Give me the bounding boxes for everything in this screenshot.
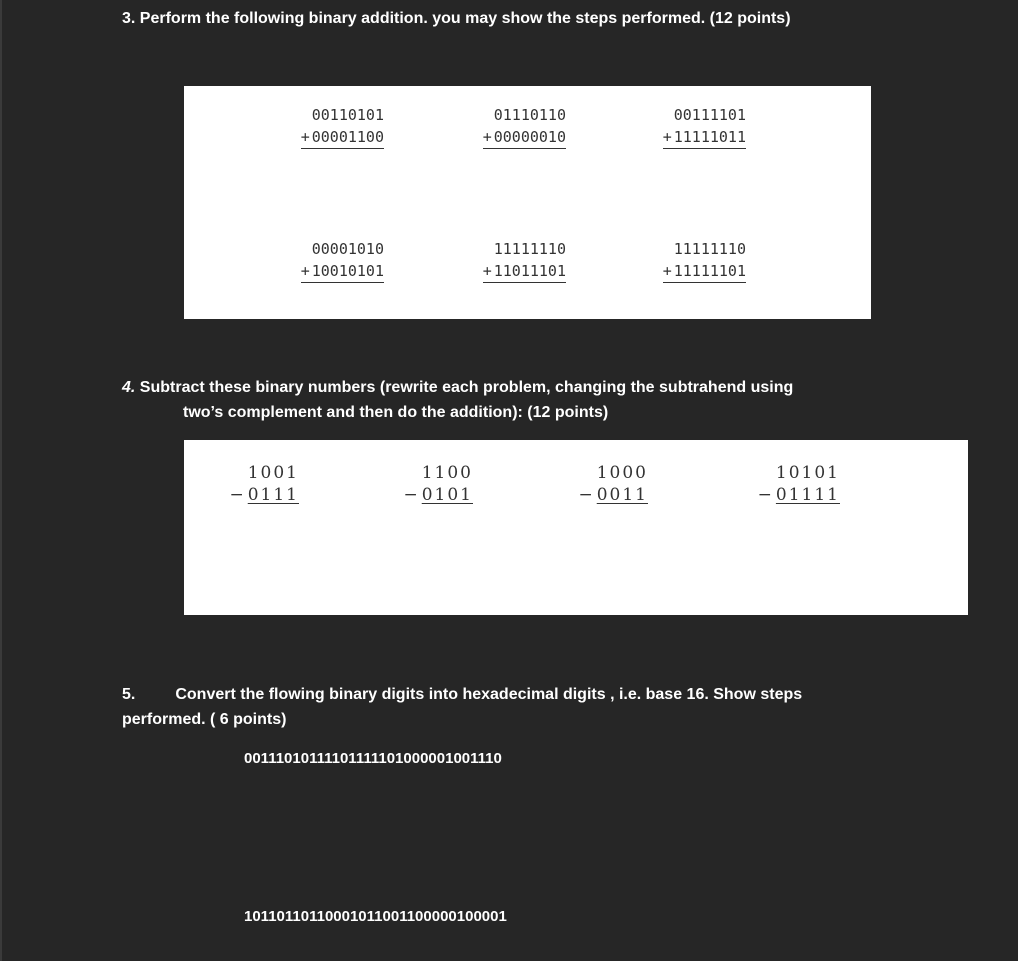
- subtrahend-row: [229, 484, 299, 506]
- subtraction-problem: [229, 462, 299, 506]
- subtrahend-row: [758, 484, 840, 506]
- q4-subtraction-panel: [184, 440, 968, 615]
- plus-operator: +: [300, 128, 310, 146]
- subtrahend-row: [403, 484, 473, 506]
- addend-top: 00110101: [311, 106, 384, 124]
- q3-heading: 3. Perform the following binary addition. you may show the steps performed. (12 points): [122, 10, 791, 27]
- minus-operator: −: [403, 485, 420, 505]
- subtraction-problem: [578, 462, 648, 506]
- page-edge: [1018, 0, 1024, 961]
- addition-problem: [483, 238, 566, 283]
- addend-bottom: 00001100: [311, 128, 384, 146]
- q4-heading-line1: Subtract these binary numbers (rewrite each problem, changing the subtrahend using: [139, 379, 794, 396]
- subtrahend: 01111: [775, 485, 840, 505]
- addition-problem: [301, 238, 384, 283]
- plus-operator: +: [662, 128, 672, 146]
- addend-top: 00001010: [311, 240, 384, 258]
- addend-bottom-row: [301, 260, 384, 283]
- addend-top: 01110110: [493, 106, 566, 124]
- addend-bottom: 00000010: [493, 128, 566, 146]
- q5-heading-line1: Convert the flowing binary digits into hexadecimal digits , i.e. base 16. Show steps: [175, 686, 803, 703]
- addend-top: 11111110: [673, 240, 746, 258]
- addition-problem: [663, 238, 746, 283]
- subtraction-problem: [403, 462, 473, 506]
- subtrahend: 0111: [247, 485, 299, 505]
- addend-bottom-row: [483, 260, 566, 283]
- q4-heading: [122, 375, 793, 401]
- addend-bottom-row: [663, 126, 746, 149]
- q5-heading-line2: performed. ( 6 points): [122, 711, 287, 728]
- plus-operator: +: [482, 262, 492, 280]
- addend-top: 11111110: [493, 240, 566, 258]
- addition-problem: [483, 104, 566, 149]
- minuend: 10101: [775, 463, 840, 483]
- addend-bottom: 10010101: [311, 262, 384, 280]
- addend-bottom: 11111101: [673, 262, 746, 280]
- subtraction-problem: [758, 462, 840, 506]
- minuend: 1100: [421, 463, 473, 483]
- plus-operator: +: [300, 262, 310, 280]
- minus-operator: −: [578, 485, 595, 505]
- addition-problem: [301, 104, 384, 149]
- minus-operator: −: [229, 485, 246, 505]
- addend-top: 00111101: [673, 106, 746, 124]
- q4-heading-line2: two’s complement and then do the addition): (12 points): [183, 404, 609, 421]
- subtrahend: 0101: [421, 485, 473, 505]
- addend-bottom-row: [483, 126, 566, 149]
- addend-bottom-row: [301, 126, 384, 149]
- minus-operator: −: [757, 485, 774, 505]
- subtrahend: 0011: [596, 485, 648, 505]
- minuend: 1000: [596, 463, 648, 483]
- minuend: 1001: [247, 463, 299, 483]
- plus-operator: +: [482, 128, 492, 146]
- binary-value: 00111010111101111101000001001110: [244, 750, 502, 767]
- subtrahend-row: [578, 484, 648, 506]
- plus-operator: +: [662, 262, 672, 280]
- q4-number: 4.: [122, 379, 136, 396]
- q3-addition-panel: [184, 86, 871, 319]
- q5-heading: [122, 682, 802, 708]
- addition-problem: [663, 104, 746, 149]
- binary-value: 10110110110001011001100000100001: [244, 908, 507, 925]
- q5-number: 5.: [122, 686, 136, 703]
- addend-bottom: 11011101: [493, 262, 566, 280]
- addend-bottom-row: [663, 260, 746, 283]
- addend-bottom: 11111011: [673, 128, 746, 146]
